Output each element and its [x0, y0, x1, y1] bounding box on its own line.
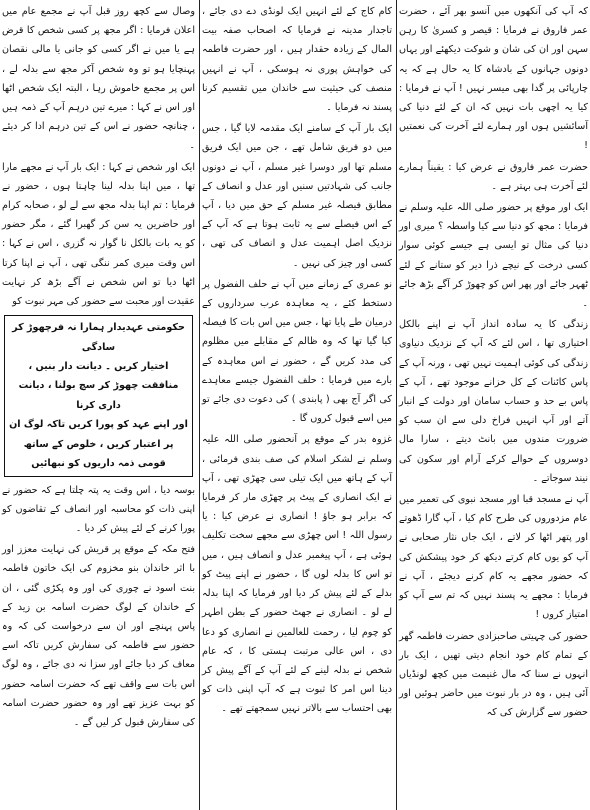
highlight-line: حکومتی عہدیدار ہمارا نہ فرچھوڑ کر سادگی: [12, 322, 185, 353]
highlight-line: منافقت چھوڑ کر سچ بولنا ، دیانت داری کرنا: [18, 380, 179, 411]
paragraph: حضرت عمر فاروق نے عرض کیا : یقیناً ہمارے لئے آخرت ہی بہتر ہے ۔: [399, 161, 588, 192]
paragraph: ایک اور موقع پر حضور صلی اللہ علیہ وسلم نے فرمایا : مجھ کو دنیا سے کیا واسطہ ؟ میری اور دنیا کی مثال تو ایسی ہے جیسے کوئی سوار کسی درخت کے نیچے ذرا دیر کو ستانے کے لئے ٹھہر جائے اور پھر اس کو چھوڑ کر آگے بڑھ جائے ۔: [399, 202, 588, 310]
paragraph: کہ آپ کی آنکھوں میں آنسو بھر آئے ، حضرت عمر فاروق نے فرمایا : قیصر و کسریٰ کا رہن سہن اور ان کی شان و شوکت دیکھئے اور یہاں دونوں جہانوں کے بادشاہ کا یہ حال ہے کہ یہ چارپائی پر گدا بھی میسر نہیں ! آپ نے فرمایا : کیا یہ اچھی بات نہیں کہ ان کے لئے دنیا کی آسائشیں ہوں اور ہمارے لئے آخرت کی نعمتیں !: [399, 6, 588, 152]
highlight-line: اور اپنے عہد کو پورا کریں تاکہ لوگ ان: [9, 419, 188, 431]
highlight-line: قومی ذمہ داریوں کو نبھائیں: [31, 458, 166, 470]
paragraph: ایک اور شخص نے کہا : ایک بار آپ نے مجھے مارا تھا ، میں اپنا بدلہ لینا چاہتا ہوں ، حضور نے فرمایا : تم اپنا بدلہ مجھ سے لے لو ، صحابہ کرام اور حاضرین یہ سن کر گھبرا گئے ، مگر حضور کو یہ بات بالکل نا گوار نہ گزری ، اس نے کہا : اس وقت میری کمر ننگی تھی ، آپ نے اپنا کرتا اٹھا دیا تو اس شخص نے آگے بڑھ کر نہایت عقیدت اور محبت سے حضور کی مہر نبوت کو: [2, 161, 195, 308]
column-right: [397, 0, 590, 810]
paragraph: حضور کی چہیتی صاحبزادی حضرت فاطمہ گھر کے تمام کام خود انجام دیتی تھیں ، ایک بار انہوں نے سنا کہ مال غنیمت میں کچھ لونڈیاں آئی ہیں ، وہ در بار نبوت میں حاضر ہوئیں اور حضور سے گزارش کی کہ: [399, 630, 588, 719]
paragraph: کام کاج کے لئے انہیں ایک لونڈی دے دی جائے ، تاجدار مدینہ نے فرمایا کہ اصحاب صفہ بیت المال کے زیادہ حقدار ہیں ، اور حضرت فاطمہ کی خواہش پوری نہ ہوسکی ، آپ نے انہیں منصف کی حیثیت سے خاندان میں تقسیم کرنا پسند نہ فرمایا ۔: [202, 6, 392, 114]
column-left: [0, 0, 197, 810]
paragraph: آپ نے مسجد قبا اور مسجد نبوی کی تعمیر میں عام مزدوروں کی طرح کام کیا ، آپ گارا ڈھوتے اور پتھر اٹھا کر لاتے ، ایک جاں نثار صحابی نے آپ کو یوں کام کرتے دیکھ کر خود پیشکش کی کہ حضور مجھے یہ کام کرنے دیجئے ، آپ نے فرمایا : مجھے یہ پسند نہیں کہ تم سے آپ کو امتیاز کروں !: [399, 494, 588, 621]
highlight-box: [4, 315, 193, 476]
paragraph: بوسہ دیا ، اس وقت یہ پتہ چلتا ہے کہ حضور نے اپنی ذات کو محاسبہ اور انصاف کے تقاضوں کو پورا کرنے کے لئے پیش کر دیا ۔: [2, 484, 195, 534]
paragraph: وصال سے کچھ روز قبل آپ نے مجمع عام میں اعلان فرمایا : اگر مجھ پر کسی شخص کا قرض ہے یا میں نے اگر کسی کو جانی یا مالی نقصان پہنچایا ہو تو وہ شخص آکر مجھ سے بدلہ لے ، اس پر مجمع خاموش رہا ، البتہ ایک شخص اٹھا اور اس نے کہا : میرے تین درہم آپ کے ذمہ ہیں ، چنانچہ حضور نے اس کے تین درہم ادا کر دیئے ۔: [2, 6, 195, 152]
column-middle: [200, 0, 394, 810]
paragraph: غزوہ بدر کے موقع پر آنحضور صلی اللہ علیہ وسلم نے لشکر اسلام کی صف بندی فرمائی ، آپ کے ہاتھ میں ایک تیلی سی چھڑی تھی ، آپ نے ایک انصاری کے پیٹ پر چھڑی مار کر فرمایا کہ برابر ہو جاؤ ! انصاری نے عرض کیا : یا رسول اللہ ! اس چھڑی سے مجھے سخت تکلیف ہوئی ہے ، آپ پیغمبر عدل و انصاف ہیں ، میں تو اس کا بدلہ لوں گا ، حضور نے اپنے پیٹ کو بدلے کے لئے پیش کر دیا اور فرمایا کہ اپنا بدلہ لے لو ۔ انصاری نے جھٹ حضور کے بطن اطہر کو چوم لیا ، رحمت للعالمین نے انصاری کو دعا دی ، اس عالی مرتبت ہستی کا ، کہ عام شخص نے بدلہ لینے کے لئے آپ کے آگے پیش کر دینا اس امر کا ثبوت ہے کہ آپ اپنی ذات کو بھی احتساب سے بالاتر نہیں سمجھتے تھے ۔: [202, 434, 392, 715]
paragraph: زندگی کا یہ سادہ انداز آپ نے اپنے بالکل اختیاری تھا ، اس لئے کہ آپ کے نزدیک دنیاوی زندگی کی کوئی اہمیت نہیں تھی ، ورنہ آپ کے پاس کائنات کے کل خزانے موجود تھے ، آپ کے پاس بے حد و حساب سامان اور دولت کے انبار آتے اور آپ انہیں فراخ دلی سے ان سب کو ضرورت مندوں میں بانٹ دیتے ، سارا مال دوسروں کے حوالے کرکے آرام اور سکون کی نیند سوجاتے ۔: [399, 319, 588, 484]
highlight-line: پر اعتبار کریں ، خلوص کے ساتھ: [23, 438, 174, 450]
highlight-line: اختیار کریں ۔ دیانت دار بنیں ،: [28, 361, 169, 373]
paragraph: نو عمری کے زمانے میں آپ نے حلف الفضول پر دستخط کئے ، یہ معاہدہ عرب سرداروں کے درمیان طے پایا تھا ، جس میں اس بات کا فیصلہ کیا گیا تھا کہ وہ ظالم کے مقابلے میں مظلوم کی مدد کریں گے ، حضور نے اس معاہدہ کے بارے میں فرمایا : حلف الفضول جیسے معاہدے کی اگر آج بھی ( پابندی ) کی دعوت دی جائے تو میں اسے قبول کروں گا ۔: [202, 278, 392, 425]
paragraph: ایک بار آپ کے سامنے ایک مقدمہ لایا گیا ، جس میں دو فریق شامل تھے ، جن میں ایک فریق مسلم تھا اور دوسرا غیر مسلم ، آپ نے دونوں جانب کی شہادتیں سنیں اور عدل و انصاف کے مطابق فیصلہ غیر مسلم کے حق میں دیا ، آپ کے اس فیصلے سے یہ ثابت ہوتا ہے کہ آپ کے نزدیک اصل اہمیت عدل و انصاف کی تھی ، کسی اور چیز کی نہیں ۔: [202, 123, 392, 269]
paragraph: فتح مکہ کے موقع پر قریش کی نہایت معزز اور با اثر خاندان بنو مخزوم کی ایک خاتون فاطمہ بنت اسود نے چوری کی اور وہ پکڑی گئی ، ان کے خاندان کے لوگ حضرت اسامہ بن زید کے پاس پہنچے اور ان سے درخواست کی کہ وہ حضور سے فاطمہ کی سفارش کریں تاکہ اسے معاف کر دیا جائے اور سزا نہ دی جائے ، وہ لوگ اس بات سے واقف تھے کہ حضرت اسامہ حضور کو بہت عزیز تھے اور وہ حضور حضرت اسامہ کی سفارش قبول کر لیں گے ۔: [2, 544, 195, 728]
